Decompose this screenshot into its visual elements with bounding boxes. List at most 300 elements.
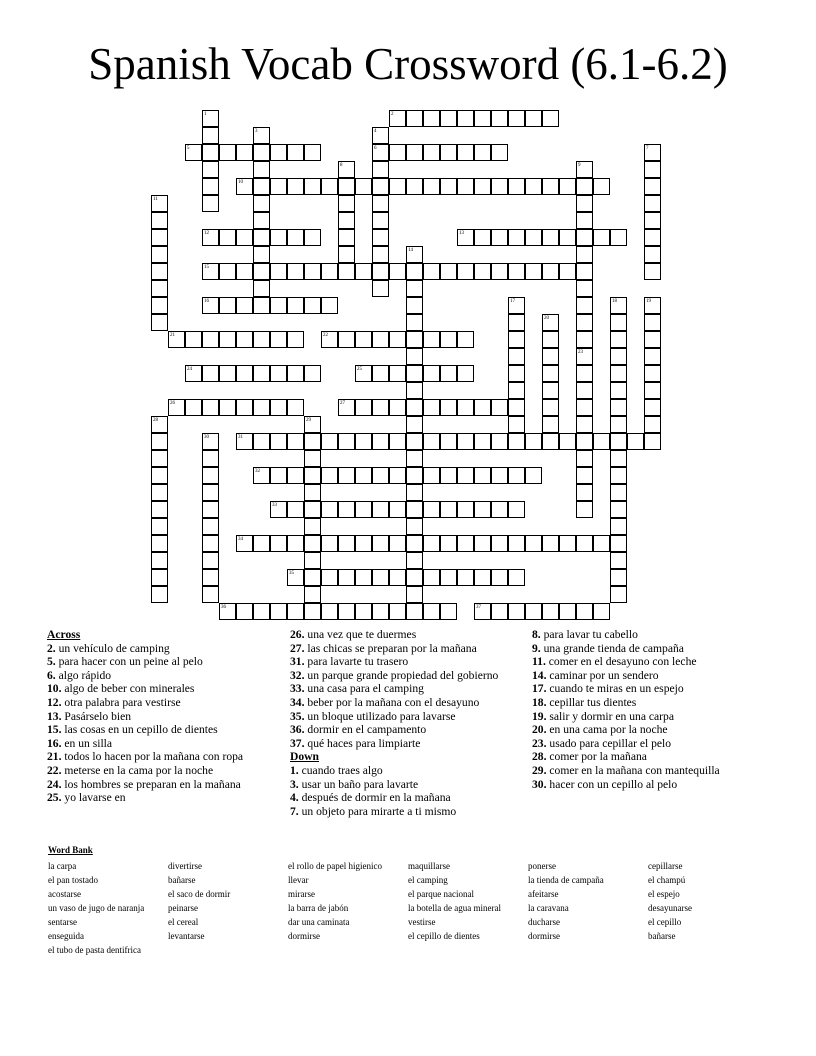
grid-cell[interactable] [440, 399, 457, 416]
grid-cell[interactable] [372, 178, 389, 195]
grid-cell[interactable] [610, 535, 627, 552]
grid-cell[interactable] [610, 501, 627, 518]
grid-cell[interactable] [491, 433, 508, 450]
grid-cell[interactable] [525, 263, 542, 280]
grid-cell[interactable] [304, 263, 321, 280]
grid-cell[interactable] [372, 263, 389, 280]
grid-cell[interactable] [610, 450, 627, 467]
grid-cell[interactable] [508, 365, 525, 382]
grid-cell[interactable] [253, 212, 270, 229]
grid-cell[interactable] [423, 110, 440, 127]
grid-cell[interactable] [202, 399, 219, 416]
grid-cell[interactable] [474, 467, 491, 484]
grid-cell[interactable] [423, 331, 440, 348]
grid-cell[interactable] [338, 263, 355, 280]
grid-cell[interactable] [236, 399, 253, 416]
grid-cell[interactable] [389, 331, 406, 348]
grid-cell[interactable] [440, 365, 457, 382]
grid-cell[interactable] [440, 603, 457, 620]
grid-cell[interactable] [406, 348, 423, 365]
grid-cell[interactable] [236, 365, 253, 382]
grid-cell[interactable] [508, 314, 525, 331]
grid-cell[interactable] [610, 484, 627, 501]
grid-cell[interactable] [270, 603, 287, 620]
grid-cell[interactable] [151, 518, 168, 535]
grid-cell[interactable] [151, 467, 168, 484]
grid-cell[interactable] [423, 535, 440, 552]
grid-cell[interactable] [423, 399, 440, 416]
grid-cell[interactable] [338, 467, 355, 484]
grid-cell[interactable] [372, 331, 389, 348]
grid-cell[interactable] [355, 178, 372, 195]
grid-cell[interactable] [270, 263, 287, 280]
grid-cell[interactable] [253, 178, 270, 195]
grid-cell[interactable] [202, 127, 219, 144]
grid-cell[interactable] [508, 229, 525, 246]
grid-cell[interactable] [202, 535, 219, 552]
grid-cell[interactable] [457, 365, 474, 382]
grid-cell[interactable] [270, 535, 287, 552]
grid-cell[interactable] [219, 263, 236, 280]
grid-cell[interactable] [389, 399, 406, 416]
grid-cell[interactable] [355, 501, 372, 518]
grid-cell[interactable] [338, 229, 355, 246]
grid-cell[interactable] [457, 263, 474, 280]
grid-cell[interactable] [219, 144, 236, 161]
grid-cell[interactable] [338, 535, 355, 552]
grid-cell[interactable] [304, 467, 321, 484]
grid-cell[interactable] [236, 331, 253, 348]
grid-cell[interactable] [423, 263, 440, 280]
grid-cell[interactable] [304, 603, 321, 620]
grid-cell[interactable] [508, 603, 525, 620]
grid-cell[interactable] [253, 161, 270, 178]
grid-cell[interactable] [508, 433, 525, 450]
grid-cell[interactable] [202, 195, 219, 212]
grid-cell[interactable] [151, 433, 168, 450]
grid-cell[interactable] [406, 297, 423, 314]
grid-cell[interactable] [576, 603, 593, 620]
grid-cell[interactable] [508, 467, 525, 484]
grid-cell[interactable] [525, 110, 542, 127]
grid-cell[interactable] [253, 535, 270, 552]
grid-cell[interactable] [491, 144, 508, 161]
grid-cell[interactable] [287, 263, 304, 280]
grid-cell[interactable] [372, 229, 389, 246]
grid-cell[interactable] [304, 501, 321, 518]
grid-cell[interactable] [406, 365, 423, 382]
grid-cell[interactable] [542, 603, 559, 620]
grid-cell[interactable] [576, 416, 593, 433]
grid-cell[interactable] [491, 467, 508, 484]
grid-cell[interactable] [253, 195, 270, 212]
grid-cell[interactable] [406, 178, 423, 195]
grid-cell[interactable] [440, 467, 457, 484]
grid-cell[interactable] [610, 348, 627, 365]
grid-cell[interactable] [406, 314, 423, 331]
grid-cell[interactable] [457, 178, 474, 195]
grid-cell[interactable] [576, 263, 593, 280]
grid-cell[interactable] [559, 178, 576, 195]
grid-cell[interactable] [610, 569, 627, 586]
grid-cell[interactable] [440, 501, 457, 518]
grid-cell[interactable] [406, 382, 423, 399]
grid-cell[interactable] [372, 433, 389, 450]
grid-cell[interactable] [491, 603, 508, 620]
grid-cell[interactable] [321, 433, 338, 450]
grid-cell[interactable] [219, 365, 236, 382]
grid-cell[interactable] [253, 365, 270, 382]
grid-cell[interactable] [389, 365, 406, 382]
grid-cell[interactable] [576, 297, 593, 314]
grid-cell[interactable] [593, 603, 610, 620]
grid-cell[interactable] [610, 382, 627, 399]
grid-cell[interactable] [644, 161, 661, 178]
grid-cell[interactable] [457, 144, 474, 161]
grid-cell[interactable] [270, 297, 287, 314]
grid-cell[interactable] [389, 433, 406, 450]
grid-cell[interactable] [304, 365, 321, 382]
grid-cell[interactable] [202, 552, 219, 569]
grid-cell[interactable] [372, 212, 389, 229]
grid-cell[interactable] [406, 280, 423, 297]
grid-cell[interactable] [372, 246, 389, 263]
grid-cell[interactable] [593, 535, 610, 552]
grid-cell[interactable] [151, 535, 168, 552]
grid-cell[interactable] [440, 263, 457, 280]
grid-cell[interactable] [491, 263, 508, 280]
grid-cell[interactable] [270, 229, 287, 246]
grid-cell[interactable] [457, 467, 474, 484]
grid-cell[interactable] [491, 178, 508, 195]
grid-cell[interactable] [559, 229, 576, 246]
grid-cell[interactable] [542, 263, 559, 280]
grid-cell[interactable] [338, 603, 355, 620]
grid-cell[interactable] [423, 467, 440, 484]
grid-cell[interactable] [355, 263, 372, 280]
grid-cell[interactable] [406, 501, 423, 518]
grid-cell[interactable] [644, 178, 661, 195]
grid-cell[interactable] [287, 144, 304, 161]
grid-cell[interactable] [270, 144, 287, 161]
grid-cell[interactable] [304, 569, 321, 586]
grid-cell[interactable] [644, 246, 661, 263]
grid-cell[interactable] [542, 535, 559, 552]
grid-cell[interactable] [253, 246, 270, 263]
grid-cell[interactable] [253, 144, 270, 161]
grid-cell[interactable] [253, 229, 270, 246]
grid-cell[interactable] [508, 535, 525, 552]
grid-cell[interactable] [338, 178, 355, 195]
grid-cell[interactable] [542, 416, 559, 433]
grid-cell[interactable] [440, 178, 457, 195]
grid-cell[interactable] [202, 586, 219, 603]
grid-cell[interactable] [372, 603, 389, 620]
grid-cell[interactable] [355, 433, 372, 450]
grid-cell[interactable] [474, 501, 491, 518]
grid-cell[interactable] [321, 467, 338, 484]
grid-cell[interactable] [610, 467, 627, 484]
grid-cell[interactable] [474, 535, 491, 552]
grid-cell[interactable] [287, 501, 304, 518]
grid-cell[interactable] [338, 246, 355, 263]
grid-cell[interactable] [338, 212, 355, 229]
grid-cell[interactable] [202, 331, 219, 348]
grid-cell[interactable] [406, 518, 423, 535]
grid-cell[interactable] [236, 229, 253, 246]
grid-cell[interactable] [202, 569, 219, 586]
grid-cell[interactable] [423, 603, 440, 620]
grid-cell[interactable] [576, 178, 593, 195]
grid-cell[interactable] [151, 229, 168, 246]
grid-cell[interactable] [525, 229, 542, 246]
grid-cell[interactable] [253, 433, 270, 450]
grid-cell[interactable] [287, 399, 304, 416]
grid-cell[interactable] [627, 433, 644, 450]
grid-cell[interactable] [440, 331, 457, 348]
grid-cell[interactable] [151, 552, 168, 569]
grid-cell[interactable] [202, 178, 219, 195]
grid-cell[interactable] [610, 586, 627, 603]
grid-cell[interactable] [304, 178, 321, 195]
grid-cell[interactable] [287, 433, 304, 450]
grid-cell[interactable] [151, 501, 168, 518]
grid-cell[interactable] [576, 212, 593, 229]
grid-cell[interactable] [270, 178, 287, 195]
grid-cell[interactable] [185, 331, 202, 348]
grid-cell[interactable] [253, 280, 270, 297]
grid-cell[interactable] [542, 433, 559, 450]
grid-cell[interactable] [236, 297, 253, 314]
grid-cell[interactable] [593, 433, 610, 450]
grid-cell[interactable] [219, 229, 236, 246]
grid-cell[interactable] [559, 603, 576, 620]
grid-cell[interactable] [355, 569, 372, 586]
grid-cell[interactable] [338, 433, 355, 450]
grid-cell[interactable] [151, 246, 168, 263]
grid-cell[interactable] [406, 144, 423, 161]
grid-cell[interactable] [610, 399, 627, 416]
grid-cell[interactable] [338, 195, 355, 212]
grid-cell[interactable] [474, 569, 491, 586]
grid-cell[interactable] [423, 144, 440, 161]
grid-cell[interactable] [474, 110, 491, 127]
grid-cell[interactable] [219, 331, 236, 348]
grid-cell[interactable] [576, 229, 593, 246]
grid-cell[interactable] [304, 297, 321, 314]
grid-cell[interactable] [423, 365, 440, 382]
grid-cell[interactable] [644, 382, 661, 399]
grid-cell[interactable] [576, 501, 593, 518]
grid-cell[interactable] [321, 178, 338, 195]
grid-cell[interactable] [610, 229, 627, 246]
grid-cell[interactable] [185, 399, 202, 416]
grid-cell[interactable] [338, 501, 355, 518]
grid-cell[interactable] [406, 433, 423, 450]
grid-cell[interactable] [253, 603, 270, 620]
grid-cell[interactable] [593, 229, 610, 246]
grid-cell[interactable] [304, 586, 321, 603]
grid-cell[interactable] [151, 297, 168, 314]
grid-cell[interactable] [576, 314, 593, 331]
grid-cell[interactable] [423, 569, 440, 586]
grid-cell[interactable] [644, 229, 661, 246]
grid-cell[interactable] [270, 467, 287, 484]
grid-cell[interactable] [508, 382, 525, 399]
grid-cell[interactable] [576, 246, 593, 263]
grid-cell[interactable] [219, 297, 236, 314]
grid-cell[interactable] [644, 263, 661, 280]
grid-cell[interactable] [610, 518, 627, 535]
grid-cell[interactable] [372, 569, 389, 586]
grid-cell[interactable] [338, 569, 355, 586]
grid-cell[interactable] [440, 110, 457, 127]
grid-cell[interactable] [151, 586, 168, 603]
grid-cell[interactable] [321, 263, 338, 280]
grid-cell[interactable] [321, 297, 338, 314]
grid-cell[interactable] [440, 433, 457, 450]
grid-cell[interactable] [457, 110, 474, 127]
grid-cell[interactable] [576, 399, 593, 416]
grid-cell[interactable] [287, 603, 304, 620]
grid-cell[interactable] [644, 348, 661, 365]
grid-cell[interactable] [304, 229, 321, 246]
grid-cell[interactable] [236, 603, 253, 620]
grid-cell[interactable] [270, 365, 287, 382]
grid-cell[interactable] [253, 399, 270, 416]
grid-cell[interactable] [304, 518, 321, 535]
grid-cell[interactable] [542, 399, 559, 416]
grid-cell[interactable] [423, 178, 440, 195]
grid-cell[interactable] [151, 450, 168, 467]
grid-cell[interactable] [542, 178, 559, 195]
grid-cell[interactable] [355, 467, 372, 484]
grid-cell[interactable] [593, 178, 610, 195]
grid-cell[interactable] [202, 365, 219, 382]
grid-cell[interactable] [406, 263, 423, 280]
grid-cell[interactable] [644, 212, 661, 229]
grid-cell[interactable] [151, 569, 168, 586]
grid-cell[interactable] [440, 569, 457, 586]
grid-cell[interactable] [576, 467, 593, 484]
grid-cell[interactable] [559, 433, 576, 450]
grid-cell[interactable] [559, 263, 576, 280]
grid-cell[interactable] [542, 110, 559, 127]
grid-cell[interactable] [287, 331, 304, 348]
grid-cell[interactable] [151, 263, 168, 280]
grid-cell[interactable] [355, 331, 372, 348]
grid-cell[interactable] [270, 331, 287, 348]
grid-cell[interactable] [202, 484, 219, 501]
grid-cell[interactable] [151, 280, 168, 297]
grid-cell[interactable] [508, 399, 525, 416]
grid-cell[interactable] [304, 552, 321, 569]
grid-cell[interactable] [542, 382, 559, 399]
grid-cell[interactable] [355, 535, 372, 552]
grid-cell[interactable] [474, 178, 491, 195]
grid-cell[interactable] [457, 501, 474, 518]
grid-cell[interactable] [236, 144, 253, 161]
grid-cell[interactable] [355, 603, 372, 620]
grid-cell[interactable] [287, 178, 304, 195]
grid-cell[interactable] [644, 195, 661, 212]
grid-cell[interactable] [610, 331, 627, 348]
grid-cell[interactable] [457, 399, 474, 416]
grid-cell[interactable] [508, 569, 525, 586]
grid-cell[interactable] [372, 501, 389, 518]
grid-cell[interactable] [219, 399, 236, 416]
grid-cell[interactable] [389, 144, 406, 161]
grid-cell[interactable] [321, 569, 338, 586]
grid-cell[interactable] [491, 535, 508, 552]
grid-cell[interactable] [372, 161, 389, 178]
grid-cell[interactable] [287, 229, 304, 246]
grid-cell[interactable] [474, 399, 491, 416]
grid-cell[interactable] [525, 535, 542, 552]
grid-cell[interactable] [287, 535, 304, 552]
grid-cell[interactable] [406, 467, 423, 484]
grid-cell[interactable] [610, 365, 627, 382]
grid-cell[interactable] [202, 518, 219, 535]
grid-cell[interactable] [304, 484, 321, 501]
grid-cell[interactable] [491, 501, 508, 518]
grid-cell[interactable] [440, 144, 457, 161]
grid-cell[interactable] [576, 331, 593, 348]
grid-cell[interactable] [406, 450, 423, 467]
grid-cell[interactable] [338, 331, 355, 348]
grid-cell[interactable] [202, 450, 219, 467]
grid-cell[interactable] [253, 297, 270, 314]
grid-cell[interactable] [304, 535, 321, 552]
grid-cell[interactable] [253, 331, 270, 348]
grid-cell[interactable] [321, 501, 338, 518]
grid-cell[interactable] [457, 569, 474, 586]
grid-cell[interactable] [508, 110, 525, 127]
grid-cell[interactable] [423, 501, 440, 518]
grid-cell[interactable] [542, 229, 559, 246]
grid-cell[interactable] [525, 603, 542, 620]
grid-cell[interactable] [576, 450, 593, 467]
grid-cell[interactable] [644, 365, 661, 382]
grid-cell[interactable] [202, 467, 219, 484]
grid-cell[interactable] [457, 535, 474, 552]
grid-cell[interactable] [576, 382, 593, 399]
grid-cell[interactable] [406, 552, 423, 569]
grid-cell[interactable] [525, 467, 542, 484]
grid-cell[interactable] [202, 161, 219, 178]
grid-cell[interactable] [644, 399, 661, 416]
grid-cell[interactable] [304, 450, 321, 467]
grid-cell[interactable] [576, 535, 593, 552]
grid-cell[interactable] [389, 263, 406, 280]
grid-cell[interactable] [202, 501, 219, 518]
grid-cell[interactable] [457, 433, 474, 450]
grid-cell[interactable] [610, 314, 627, 331]
grid-cell[interactable] [406, 484, 423, 501]
grid-cell[interactable] [644, 416, 661, 433]
grid-cell[interactable] [474, 229, 491, 246]
grid-cell[interactable] [372, 467, 389, 484]
grid-cell[interactable] [423, 433, 440, 450]
grid-cell[interactable] [491, 110, 508, 127]
grid-cell[interactable] [287, 467, 304, 484]
grid-cell[interactable] [508, 416, 525, 433]
grid-cell[interactable] [151, 484, 168, 501]
grid-cell[interactable] [406, 110, 423, 127]
grid-cell[interactable] [372, 399, 389, 416]
grid-cell[interactable] [202, 144, 219, 161]
grid-cell[interactable] [406, 331, 423, 348]
